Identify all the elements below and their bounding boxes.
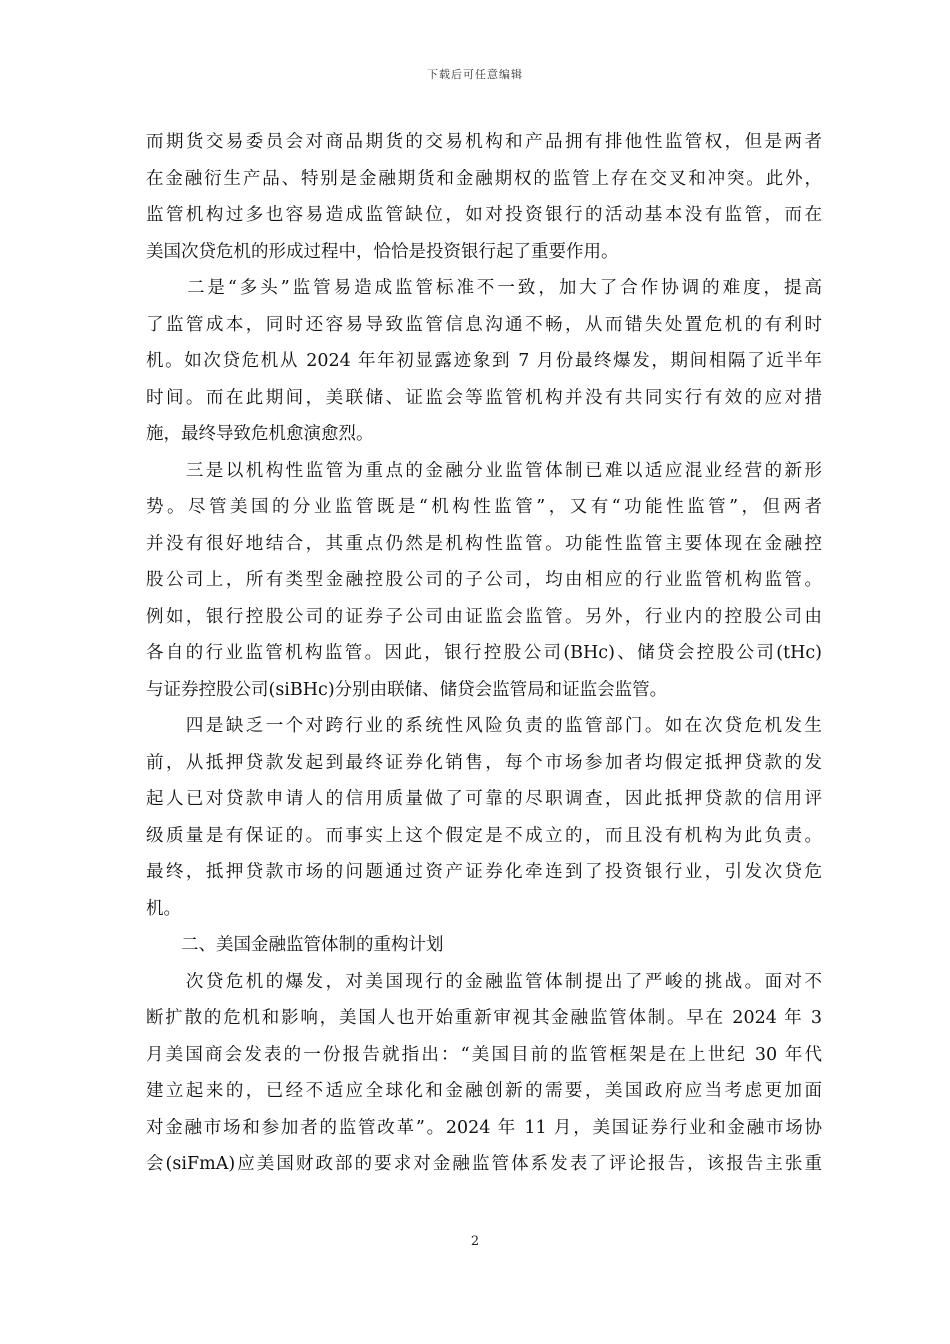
text-line: 断扩散的危机和影响，美国人也开始重新审视其金融监管体制。早在 2024 年 3 [146, 1008, 822, 1028]
text-line: 起人已对贷款申请人的信用质量做了可靠的尽职调查，因此抵押贷款的信用评 [146, 789, 822, 809]
text-line: 股公司上，所有类型金融控股公司的子公司，均由相应的行业监管机构监管。 [146, 570, 822, 590]
text-line: 机。 [146, 898, 181, 919]
text-line: 例如，银行控股公司的证券子公司由证监会监管。另外，行业内的控股公司由 [146, 606, 822, 627]
text-line: 月美国商会发表的一份报告就指出：“美国目前的监管框架是在上世纪 30 年代 [146, 1044, 822, 1065]
text-line: 机。如次贷危机从 2024 年年初显露迹象到 7 月份最终爆发，期间相隔了近半年 [146, 351, 822, 371]
text-line: 与证券控股公司(siBHc)分别由联储、储贷会监管局和证监会监管。 [146, 679, 668, 700]
text-line: 并没有很好地结合，其重点仍然是机构性监管。功能性监管主要体现在金融控 [146, 533, 822, 554]
text-line: 时间。而在此期间，美联储、证监会等监管机构并没有共同实行有效的应对措 [146, 387, 822, 408]
text-line: 次贷危机的爆发，对美国现行的金融监管体制提出了严峻的挑战。面对不 [146, 971, 822, 992]
text-line: 各自的行业监管机构监管。因此，银行控股公司(BHc)、储贷会控股公司(tHc) [146, 643, 822, 663]
text-line: 前，从抵押贷款发起到最终证券化销售，每个市场参加者均假定抵押贷款的发 [146, 752, 822, 773]
text-line: 势。尽管美国的分业监管既是“机构性监管”，又有“功能性监管”，但两者 [146, 497, 822, 517]
text-line: 会(siFmA)应美国财政部的要求对金融监管体系发表了评论报告，该报告主张重 [146, 1154, 822, 1174]
text-line: 了监管成本，同时还容易导致监管信息沟通不畅，从而错失处置危机的有利时 [146, 314, 822, 335]
document-body [146, 124, 822, 1183]
text-line: 对金融市场和参加者的监管改革”。2024 年 11 月，美国证券行业和金融市场协 [146, 1117, 822, 1138]
text-line: 在金融衍生产品、特别是金融期货和金融期权的监管上存在交叉和冲突。此外， [146, 168, 822, 189]
page-header: 下载后可任意编辑 [427, 68, 523, 81]
text-line: 最终，抵押贷款市场的问题通过资产证券化牵连到了投资银行业，引发次贷危 [146, 862, 822, 882]
text-line: 施，最终导致危机愈演愈烈。 [146, 424, 374, 444]
text-line: 四是缺乏一个对跨行业的系统性风险负责的监管部门。如在次贷危机发生 [146, 716, 822, 736]
text-line: 三是以机构性监管为重点的金融分业监管体制已难以适应混业经营的新形 [146, 460, 822, 481]
text-line: 监管机构过多也容易造成监管缺位，如对投资银行的活动基本没有监管，而在 [146, 205, 822, 225]
text-line: 美国次贷危机的形成过程中，恰恰是投资银行起了重要作用。 [146, 241, 619, 262]
text-line: 而期货交易委员会对商品期货的交易机构和产品拥有排他性监管权，但是两者 [146, 132, 822, 152]
text-line: 二是“多头”监管易造成监管标准不一致，加大了合作协调的难度，提高 [146, 278, 822, 298]
text-line: 二、美国金融监管体制的重构计划 [146, 935, 444, 955]
text-line: 建立起来的，已经不适应全球化和金融创新的需要，美国政府应当考虑更加面 [146, 1081, 822, 1101]
text-line: 级质量是有保证的。而事实上这个假定是不成立的，而且没有机构为此负责。 [146, 825, 822, 846]
page-number: 2 [470, 1234, 480, 1249]
